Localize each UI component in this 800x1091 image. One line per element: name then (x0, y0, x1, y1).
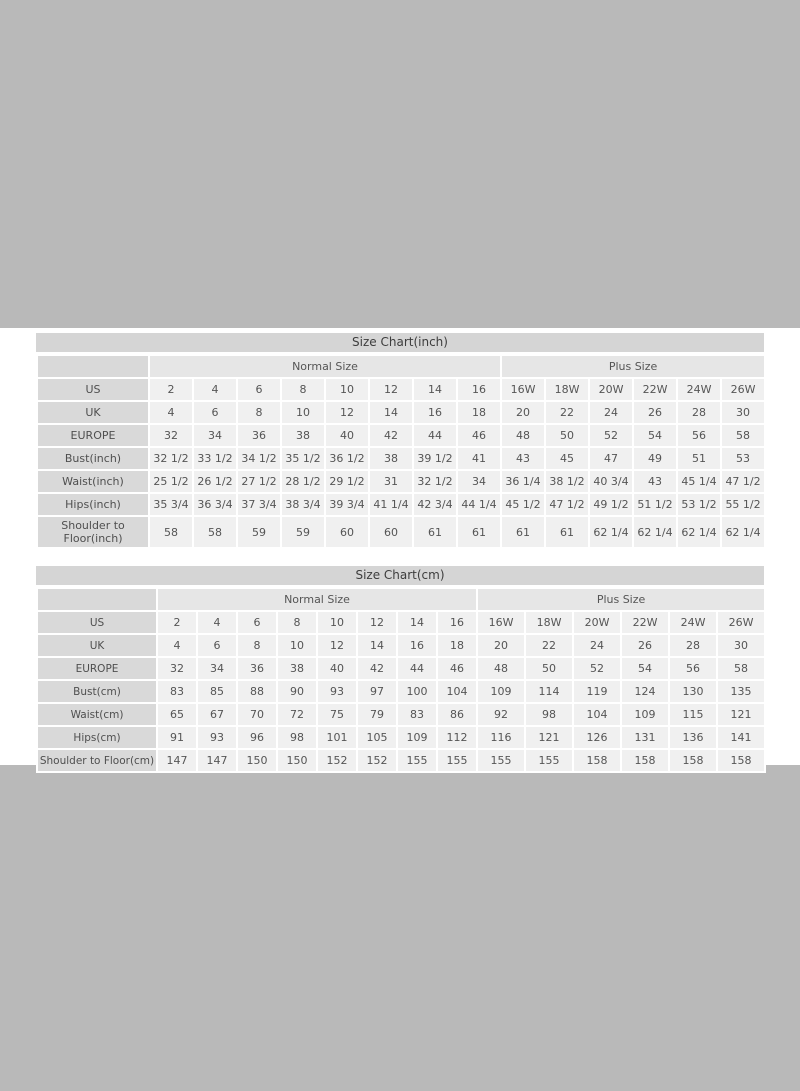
size-value-cell: 61 (413, 516, 457, 548)
size-value-cell: 92 (477, 703, 525, 726)
size-value-cell: 12 (325, 401, 369, 424)
size-value-cell: 67 (197, 703, 237, 726)
size-value-cell: 43 (501, 447, 545, 470)
size-value-cell: 27 1/2 (237, 470, 281, 493)
size-value-cell: 10 (325, 378, 369, 401)
size-value-cell: 56 (669, 657, 717, 680)
size-value-cell: 155 (525, 749, 573, 772)
row-label: UK (37, 401, 149, 424)
row-label: Hips(inch) (37, 493, 149, 516)
size-value-cell: 41 (457, 447, 501, 470)
size-value-cell: 47 (589, 447, 633, 470)
size-value-cell: 2 (157, 611, 197, 634)
size-value-cell: 35 3/4 (149, 493, 193, 516)
size-value-cell: 83 (397, 703, 437, 726)
size-value-cell: 59 (281, 516, 325, 548)
size-value-cell: 14 (357, 634, 397, 657)
size-value-cell: 58 (149, 516, 193, 548)
size-value-cell: 62 1/4 (633, 516, 677, 548)
size-value-cell: 49 (633, 447, 677, 470)
size-value-cell: 20 (501, 401, 545, 424)
size-value-cell: 37 3/4 (237, 493, 281, 516)
size-value-cell: 60 (369, 516, 413, 548)
size-value-cell: 135 (717, 680, 765, 703)
size-value-cell: 152 (317, 749, 357, 772)
size-value-cell: 32 1/2 (149, 447, 193, 470)
size-group-label: Plus Size (501, 355, 765, 378)
size-value-cell: 36 (237, 424, 281, 447)
size-value-cell: 52 (573, 657, 621, 680)
size-value-cell: 26W (721, 378, 765, 401)
size-value-cell: 86 (437, 703, 477, 726)
size-value-cell: 46 (457, 424, 501, 447)
size-value-cell: 45 (545, 447, 589, 470)
size-value-cell: 47 1/2 (721, 470, 765, 493)
size-value-cell: 38 (281, 424, 325, 447)
size-value-cell: 126 (573, 726, 621, 749)
size-value-cell: 96 (237, 726, 277, 749)
size-chart-inch-table (36, 354, 766, 549)
size-value-cell: 6 (197, 634, 237, 657)
size-value-cell: 130 (669, 680, 717, 703)
size-value-cell: 45 1/4 (677, 470, 721, 493)
size-value-cell: 18W (545, 378, 589, 401)
size-value-cell: 88 (237, 680, 277, 703)
size-group-label: Normal Size (149, 355, 501, 378)
size-group-header-row (37, 588, 765, 611)
size-value-cell: 116 (477, 726, 525, 749)
size-value-cell: 42 (369, 424, 413, 447)
row-label: Waist(cm) (37, 703, 157, 726)
size-value-cell: 26 (621, 634, 669, 657)
size-value-cell: 44 (413, 424, 457, 447)
size-value-cell: 34 1/2 (237, 447, 281, 470)
size-value-cell: 150 (277, 749, 317, 772)
size-value-cell: 152 (357, 749, 397, 772)
size-value-cell: 36 1/4 (501, 470, 545, 493)
size-value-cell: 36 (237, 657, 277, 680)
size-value-cell: 18 (437, 634, 477, 657)
row-label: UK (37, 634, 157, 657)
size-value-cell: 54 (633, 424, 677, 447)
size-value-cell: 12 (369, 378, 413, 401)
size-value-cell: 34 (193, 424, 237, 447)
size-value-cell: 34 (457, 470, 501, 493)
size-group-header-row (37, 355, 765, 378)
size-value-cell: 109 (397, 726, 437, 749)
size-value-cell: 2 (149, 378, 193, 401)
size-value-cell: 104 (437, 680, 477, 703)
size-value-cell: 38 1/2 (545, 470, 589, 493)
size-value-cell: 75 (317, 703, 357, 726)
row-label: Shoulder to Floor(cm) (37, 749, 157, 772)
size-value-cell: 53 1/2 (677, 493, 721, 516)
size-group-label: Plus Size (477, 588, 765, 611)
size-value-cell: 136 (669, 726, 717, 749)
size-value-cell: 42 (357, 657, 397, 680)
size-value-cell: 119 (573, 680, 621, 703)
size-value-cell: 24 (573, 634, 621, 657)
table-row (37, 657, 765, 680)
size-value-cell: 16 (437, 611, 477, 634)
size-value-cell: 49 1/2 (589, 493, 633, 516)
size-value-cell: 114 (525, 680, 573, 703)
size-value-cell: 50 (545, 424, 589, 447)
size-value-cell: 131 (621, 726, 669, 749)
size-value-cell: 6 (237, 611, 277, 634)
size-value-cell: 26 1/2 (193, 470, 237, 493)
size-value-cell: 58 (717, 657, 765, 680)
size-value-cell: 25 1/2 (149, 470, 193, 493)
size-value-cell: 93 (197, 726, 237, 749)
size-value-cell: 48 (477, 657, 525, 680)
size-value-cell: 124 (621, 680, 669, 703)
size-value-cell: 10 (281, 401, 325, 424)
size-value-cell: 70 (237, 703, 277, 726)
size-value-cell: 12 (357, 611, 397, 634)
size-value-cell: 22 (545, 401, 589, 424)
size-value-cell: 61 (545, 516, 589, 548)
size-value-cell: 36 3/4 (193, 493, 237, 516)
size-value-cell: 47 1/2 (545, 493, 589, 516)
row-label: Hips(cm) (37, 726, 157, 749)
size-value-cell: 83 (157, 680, 197, 703)
size-value-cell: 61 (501, 516, 545, 548)
table-row (37, 447, 765, 470)
size-value-cell: 62 1/4 (589, 516, 633, 548)
row-label: Bust(inch) (37, 447, 149, 470)
size-value-cell: 8 (237, 634, 277, 657)
size-value-cell: 61 (457, 516, 501, 548)
row-label: US (37, 378, 149, 401)
size-value-cell: 30 (717, 634, 765, 657)
size-value-cell: 20W (589, 378, 633, 401)
size-value-cell: 155 (397, 749, 437, 772)
table-row (37, 424, 765, 447)
size-value-cell: 34 (197, 657, 237, 680)
size-value-cell: 104 (573, 703, 621, 726)
size-value-cell: 38 3/4 (281, 493, 325, 516)
size-value-cell: 158 (573, 749, 621, 772)
size-value-cell: 6 (193, 401, 237, 424)
size-value-cell: 41 1/4 (369, 493, 413, 516)
row-label: US (37, 611, 157, 634)
size-value-cell: 141 (717, 726, 765, 749)
size-value-cell: 59 (237, 516, 281, 548)
size-value-cell: 62 1/4 (677, 516, 721, 548)
size-value-cell: 36 1/2 (325, 447, 369, 470)
size-chart-cm-section (36, 566, 764, 773)
size-value-cell: 105 (357, 726, 397, 749)
size-value-cell: 98 (525, 703, 573, 726)
size-value-cell: 155 (477, 749, 525, 772)
size-value-cell: 4 (197, 611, 237, 634)
size-value-cell: 62 1/4 (721, 516, 765, 548)
size-value-cell: 112 (437, 726, 477, 749)
table-row (37, 611, 765, 634)
size-value-cell: 46 (437, 657, 477, 680)
size-value-cell: 14 (369, 401, 413, 424)
size-value-cell: 147 (157, 749, 197, 772)
size-value-cell: 58 (193, 516, 237, 548)
size-value-cell: 32 1/2 (413, 470, 457, 493)
size-value-cell: 8 (281, 378, 325, 401)
size-value-cell: 22W (633, 378, 677, 401)
size-value-cell: 38 (369, 447, 413, 470)
size-chart-cm-title: Size Chart(cm) (36, 566, 764, 585)
size-value-cell: 42 3/4 (413, 493, 457, 516)
size-value-cell: 65 (157, 703, 197, 726)
size-value-cell: 18W (525, 611, 573, 634)
row-label: EUROPE (37, 424, 149, 447)
size-value-cell: 44 (397, 657, 437, 680)
table-row (37, 726, 765, 749)
corner-cell (37, 355, 149, 378)
size-chart-inch-section (36, 333, 764, 549)
size-value-cell: 54 (621, 657, 669, 680)
size-value-cell: 97 (357, 680, 397, 703)
size-value-cell: 43 (633, 470, 677, 493)
size-value-cell: 14 (397, 611, 437, 634)
size-value-cell: 40 (325, 424, 369, 447)
size-value-cell: 147 (197, 749, 237, 772)
size-value-cell: 30 (721, 401, 765, 424)
size-value-cell: 16W (477, 611, 525, 634)
size-value-cell: 12 (317, 634, 357, 657)
size-value-cell: 155 (437, 749, 477, 772)
size-value-cell: 158 (621, 749, 669, 772)
size-value-cell: 158 (669, 749, 717, 772)
size-value-cell: 72 (277, 703, 317, 726)
size-value-cell: 40 (317, 657, 357, 680)
size-value-cell: 31 (369, 470, 413, 493)
size-value-cell: 4 (193, 378, 237, 401)
size-value-cell: 44 1/4 (457, 493, 501, 516)
table-row (37, 634, 765, 657)
size-value-cell: 109 (621, 703, 669, 726)
table-row (37, 493, 765, 516)
size-value-cell: 24W (677, 378, 721, 401)
table-row (37, 401, 765, 424)
size-chart-inch-title: Size Chart(inch) (36, 333, 764, 352)
size-value-cell: 55 1/2 (721, 493, 765, 516)
size-value-cell: 28 (677, 401, 721, 424)
size-value-cell: 100 (397, 680, 437, 703)
size-value-cell: 32 (157, 657, 197, 680)
size-value-cell: 60 (325, 516, 369, 548)
size-value-cell: 101 (317, 726, 357, 749)
size-value-cell: 45 1/2 (501, 493, 545, 516)
size-value-cell: 35 1/2 (281, 447, 325, 470)
size-value-cell: 22 (525, 634, 573, 657)
size-value-cell: 24W (669, 611, 717, 634)
corner-cell (37, 588, 157, 611)
size-value-cell: 10 (277, 634, 317, 657)
table-row (37, 680, 765, 703)
size-value-cell: 8 (277, 611, 317, 634)
size-value-cell: 58 (721, 424, 765, 447)
row-label: Waist(inch) (37, 470, 149, 493)
size-value-cell: 79 (357, 703, 397, 726)
size-value-cell: 32 (149, 424, 193, 447)
row-label: EUROPE (37, 657, 157, 680)
size-value-cell: 39 1/2 (413, 447, 457, 470)
size-value-cell: 14 (413, 378, 457, 401)
size-value-cell: 51 1/2 (633, 493, 677, 516)
size-value-cell: 4 (157, 634, 197, 657)
size-value-cell: 98 (277, 726, 317, 749)
size-value-cell: 29 1/2 (325, 470, 369, 493)
size-chart-cm-table (36, 587, 766, 773)
size-value-cell: 24 (589, 401, 633, 424)
size-value-cell: 16 (413, 401, 457, 424)
table-row (37, 378, 765, 401)
content-area (0, 328, 800, 765)
size-value-cell: 52 (589, 424, 633, 447)
size-value-cell: 150 (237, 749, 277, 772)
size-value-cell: 121 (525, 726, 573, 749)
size-value-cell: 22W (621, 611, 669, 634)
size-value-cell: 20W (573, 611, 621, 634)
size-value-cell: 6 (237, 378, 281, 401)
row-label: Shoulder to Floor(inch) (37, 516, 149, 548)
size-value-cell: 26 (633, 401, 677, 424)
size-value-cell: 38 (277, 657, 317, 680)
row-label: Bust(cm) (37, 680, 157, 703)
table-row (37, 749, 765, 772)
size-value-cell: 40 3/4 (589, 470, 633, 493)
size-value-cell: 109 (477, 680, 525, 703)
size-value-cell: 51 (677, 447, 721, 470)
size-value-cell: 93 (317, 680, 357, 703)
size-value-cell: 16 (397, 634, 437, 657)
size-value-cell: 10 (317, 611, 357, 634)
size-value-cell: 115 (669, 703, 717, 726)
size-value-cell: 48 (501, 424, 545, 447)
table-row (37, 703, 765, 726)
size-value-cell: 33 1/2 (193, 447, 237, 470)
size-value-cell: 26W (717, 611, 765, 634)
size-value-cell: 16 (457, 378, 501, 401)
size-value-cell: 28 (669, 634, 717, 657)
size-value-cell: 56 (677, 424, 721, 447)
size-value-cell: 8 (237, 401, 281, 424)
size-value-cell: 90 (277, 680, 317, 703)
size-value-cell: 18 (457, 401, 501, 424)
size-value-cell: 28 1/2 (281, 470, 325, 493)
table-row (37, 516, 765, 548)
size-group-label: Normal Size (157, 588, 477, 611)
size-value-cell: 121 (717, 703, 765, 726)
size-value-cell: 158 (717, 749, 765, 772)
size-value-cell: 39 3/4 (325, 493, 369, 516)
size-value-cell: 16W (501, 378, 545, 401)
table-row (37, 470, 765, 493)
size-value-cell: 91 (157, 726, 197, 749)
size-value-cell: 4 (149, 401, 193, 424)
size-value-cell: 20 (477, 634, 525, 657)
size-value-cell: 50 (525, 657, 573, 680)
size-value-cell: 53 (721, 447, 765, 470)
size-value-cell: 85 (197, 680, 237, 703)
